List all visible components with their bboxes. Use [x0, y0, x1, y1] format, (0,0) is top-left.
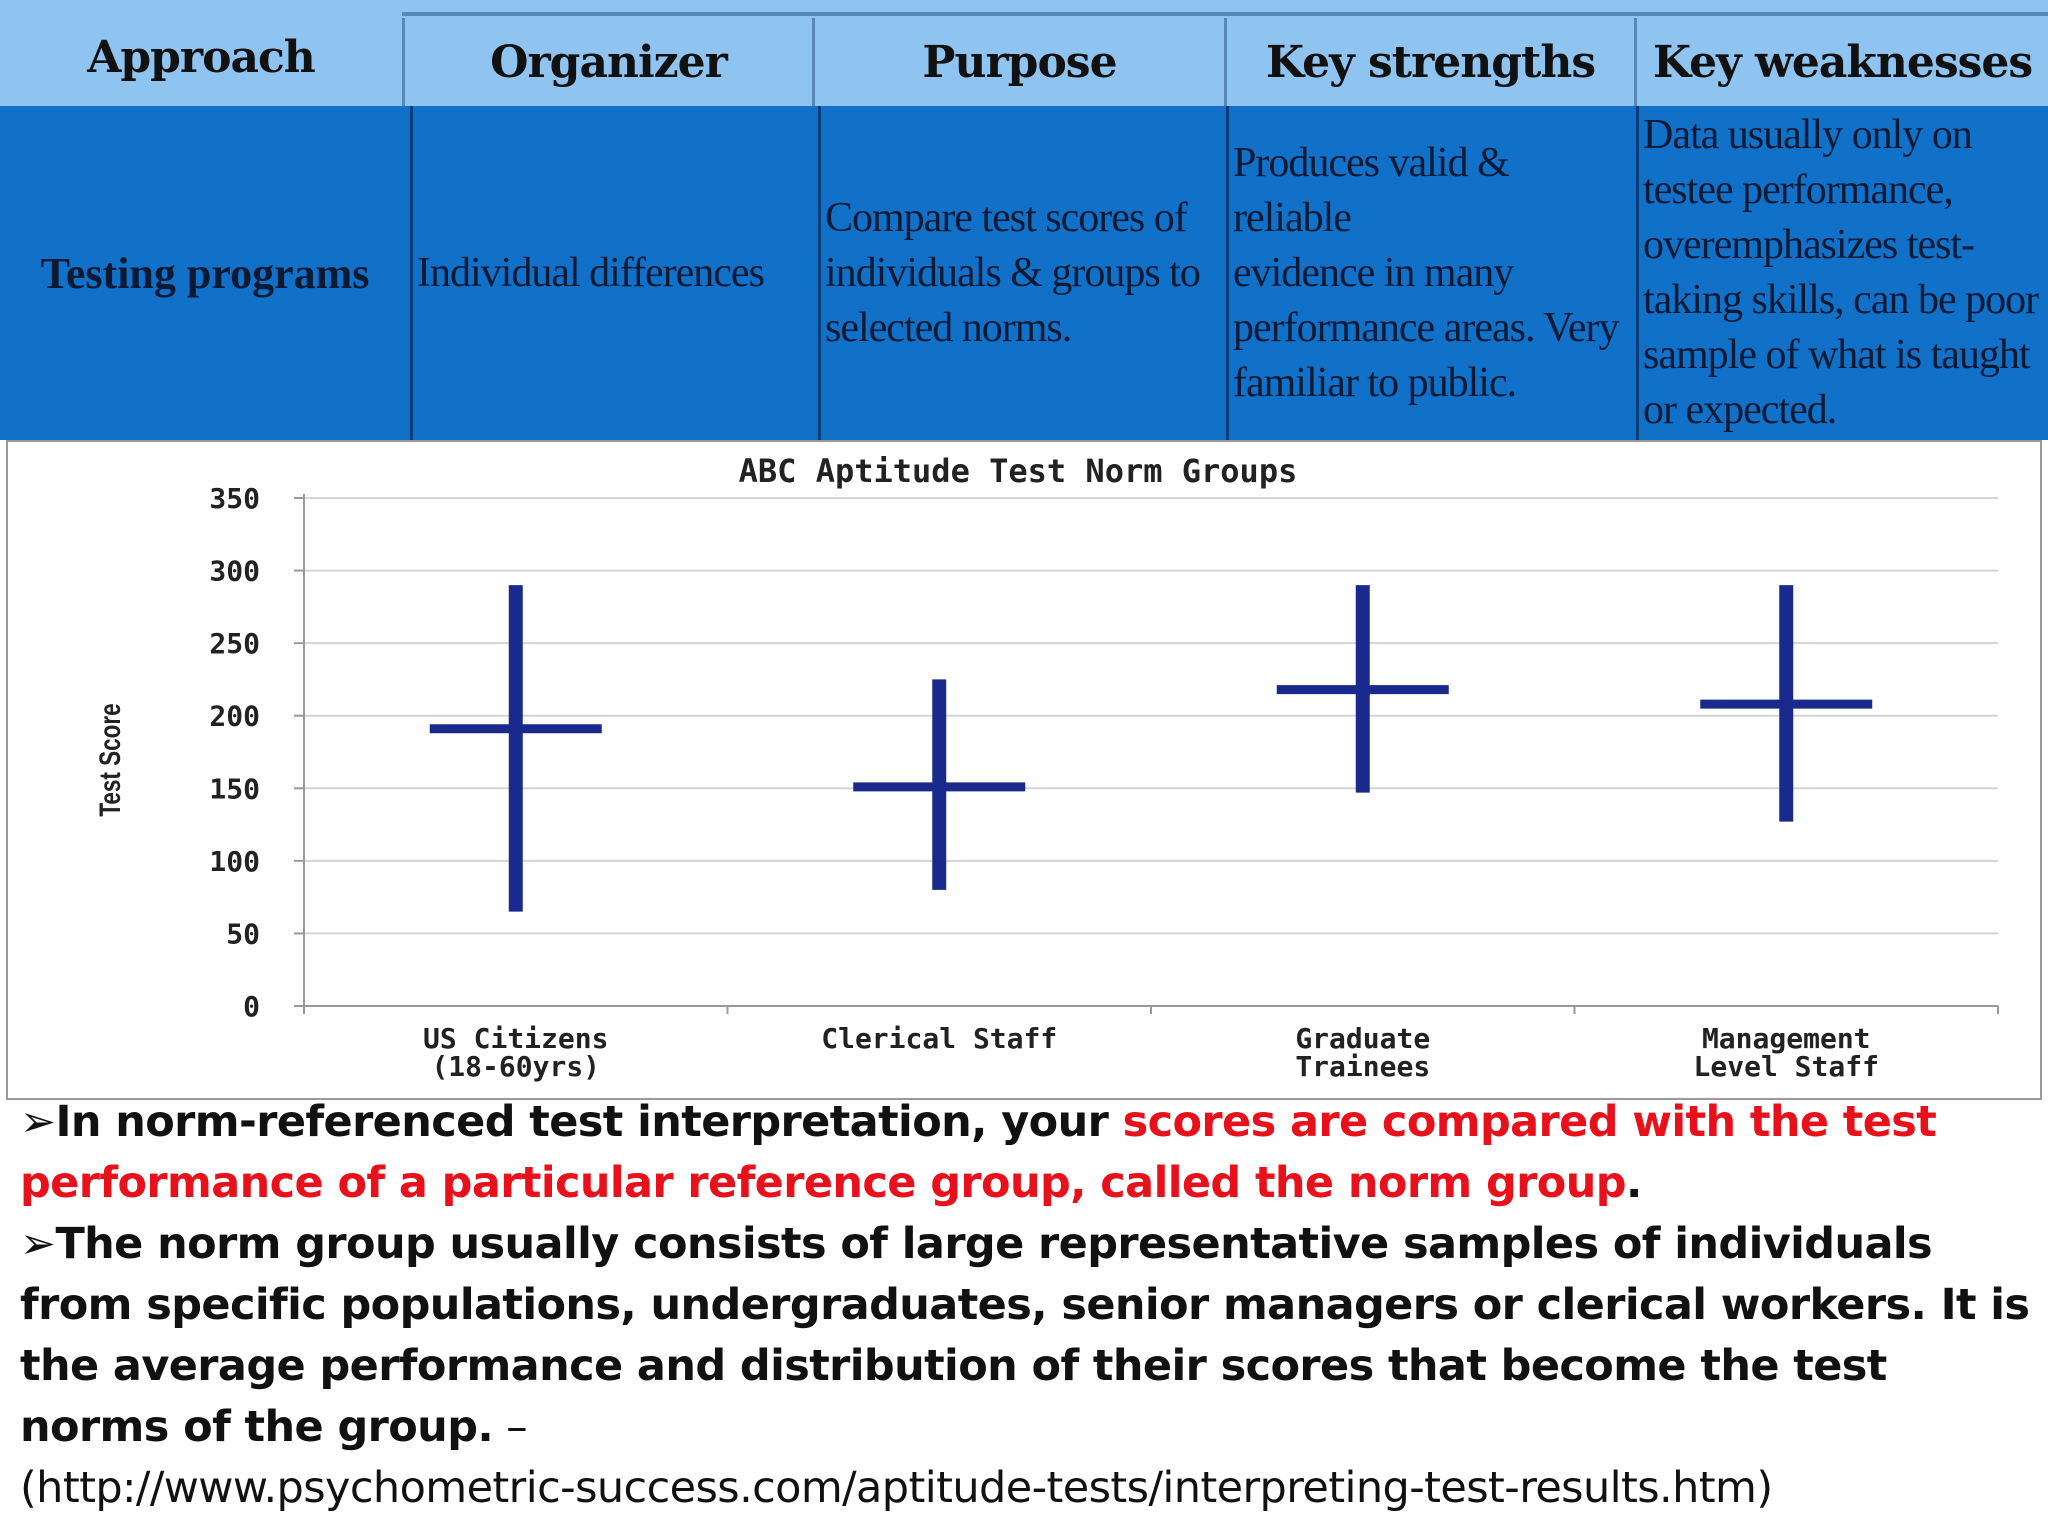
weaknesses-line: testee performance, [1643, 167, 1953, 213]
x-tick-label-line: US Citizens [423, 1022, 609, 1055]
row-weaknesses-text [1639, 108, 2038, 438]
y-tick-label: 0 [243, 990, 260, 1023]
weaknesses-line: overemphasizes test- [1643, 222, 1975, 268]
y-tick-label: 300 [209, 554, 260, 588]
cell-organizer [410, 106, 818, 440]
y-tick-label: 50 [226, 917, 260, 951]
explanation-text [20, 1092, 2030, 1519]
x-tick-label [423, 1022, 608, 1083]
x-tick-label-line: Clerical Staff [821, 1022, 1058, 1055]
norm-groups-chart [6, 440, 2042, 1100]
strengths-line: evidence in many [1233, 249, 1514, 296]
note-2-text: The norm group usually consists of large representative samples of individuals from specific populations, undergraduates, senior managers or clerical workers. It is the average performance and distribution of their scores that become the test norms of the group. [20, 1219, 2030, 1452]
row-approach-label: Testing programs [40, 248, 370, 298]
x-tick-label-line: Level Staff [1693, 1050, 1879, 1083]
header-organizer-label: Organizer [490, 36, 727, 88]
note-2-dash: – [493, 1402, 528, 1452]
strengths-line: Produces valid & reliable [1233, 139, 1509, 241]
note-paragraph-2 [20, 1214, 2030, 1519]
cell-purpose [818, 106, 1226, 440]
purpose-line: individuals & groups to [825, 249, 1200, 296]
purpose-line: selected norms. [825, 304, 1072, 351]
header-strengths [1224, 18, 1634, 106]
note-1-tail: . [1625, 1158, 1642, 1208]
y-tick-label: 100 [209, 844, 260, 878]
header-weaknesses-label: Key weaknesses [1652, 36, 2033, 88]
x-tick-labels [423, 1022, 1879, 1083]
bullet-arrow-icon: ➢ [20, 1097, 56, 1147]
cell-approach [0, 106, 410, 440]
approach-table [0, 0, 2048, 440]
header-purpose-label: Purpose [922, 36, 1117, 88]
header-weaknesses [1634, 18, 2048, 106]
data-marks [430, 585, 1873, 912]
table-header-row [0, 18, 2048, 108]
x-tick-label-line: (18-60yrs) [431, 1050, 601, 1083]
weaknesses-line: sample of what is taught [1643, 332, 2030, 378]
chart-title: ABC Aptitude Test Norm Groups [738, 452, 1298, 490]
grid-lines [304, 498, 1998, 933]
y-tick-label: 150 [209, 772, 260, 806]
x-tick-label [1295, 1022, 1430, 1083]
cell-strengths [1226, 106, 1636, 440]
note-1-highlight: scores are compared with the test performance of a particular reference group, called the norm group [20, 1097, 1937, 1208]
row-organizer-text: Individual differences [417, 249, 764, 296]
x-tick-label-line: Graduate [1295, 1022, 1431, 1055]
x-tick-label-line: Management [1701, 1022, 1871, 1055]
y-tick-labels [209, 482, 260, 1023]
y-tick-label: 350 [209, 482, 260, 515]
row-strengths-text [1229, 136, 1636, 411]
weaknesses-line: taking skills, can be poor [1643, 277, 2039, 323]
y-axis-label: Test Score [92, 703, 127, 817]
bullet-arrow-icon: ➢ [20, 1219, 56, 1269]
y-tick-label: 200 [209, 699, 260, 733]
chart-canvas [8, 442, 2040, 1098]
x-tick-label-line: Trainees [1295, 1050, 1431, 1083]
row-purpose-text [821, 191, 1200, 356]
cell-weaknesses [1636, 106, 2048, 440]
x-tick-label [821, 1022, 1057, 1055]
header-strengths-label: Key strengths [1265, 36, 1596, 88]
table-top-strip [0, 0, 2048, 18]
table-top-rule [402, 12, 2048, 16]
axes [294, 494, 1998, 1014]
note-paragraph-1 [20, 1092, 2030, 1214]
header-purpose [812, 18, 1224, 106]
purpose-line: Compare test scores of [825, 194, 1187, 241]
note-1-lead: In norm-referenced test interpretation, your [55, 1097, 1123, 1147]
table-row [0, 106, 2048, 440]
y-tick-label: 250 [209, 627, 260, 661]
header-approach [0, 18, 402, 106]
strengths-line: performance areas. Very [1233, 304, 1619, 351]
strengths-line: familiar to public. [1233, 359, 1517, 406]
note-2-source-link[interactable]: (http://www.psychometric-success.com/aptitude-tests/interpreting-test-results.htm) [20, 1463, 1773, 1513]
header-organizer [402, 18, 812, 106]
weaknesses-line: or expected. [1643, 387, 1837, 433]
header-approach-label: Approach [87, 32, 315, 83]
weaknesses-line: Data usually only on [1643, 112, 1972, 158]
x-tick-label [1694, 1022, 1879, 1083]
